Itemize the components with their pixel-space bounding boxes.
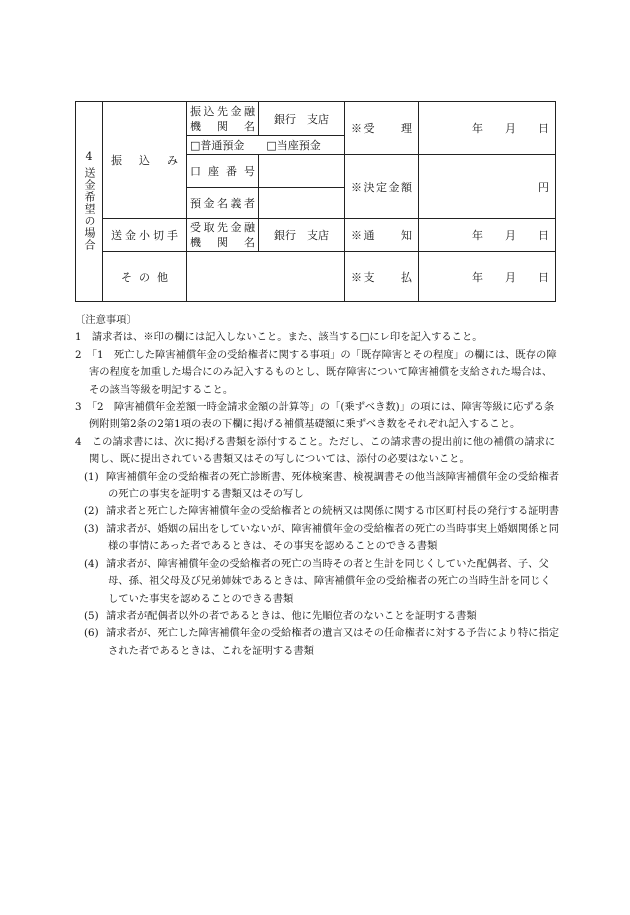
note-number: 1 [75, 331, 82, 344]
uketsuke-date-field[interactable]: 年 月 日 [419, 102, 556, 155]
remittance-table [75, 101, 556, 302]
subitem-text: 請求者が、死亡した障害補償年金の受給権者の遺言又はその任命権者に対する予告により特に指定された者であるときは、これを証明する書類 [106, 627, 560, 657]
subitem-text: 請求者が、婚姻の届出をしていないが、障害補償年金の受給権者の死亡の当時事実上婚姻関係と同様の事情にあった者であるときは、その事実を認めることのできる書類 [106, 522, 560, 553]
section-number: 4 [85, 149, 93, 163]
subitem-text: 請求者と死亡した障害補償年金の受給権者との続柄又は関係に関する市区町村長の発行する証明書 [106, 505, 560, 518]
section-label-cell [76, 102, 103, 302]
note-number: 2 [75, 348, 82, 361]
note-number: 4 [75, 435, 82, 448]
receive-bank-label-line2: 機関名 [190, 236, 255, 249]
note-text: 「2 障害補償年金差額一時金請求金額の計算等」の「(乗ずべき数)」の項には、障害等級に応ずる条例附則第2条の2第1項の表の下欄に掲げる補償基礎額に乗ずべき数をそれぞれ記入すること。 [89, 401, 555, 431]
note-subitem [75, 625, 560, 660]
account-number-field[interactable] [259, 155, 345, 188]
note-number: 3 [75, 401, 82, 414]
note-item [75, 434, 560, 469]
receive-bank-value-field[interactable]: 銀行 支店 [259, 219, 345, 252]
subitem-text: 請求者が、障害補償年金の受給権者の死亡の当時その者と生計を同じくしていた配偶者、子、父母、孫、祖父母及び兄弟姉妹であるときは、障害補償年金の受給権者の死亡の当時生計を同じくしていた事実を認めることのできる書類 [106, 557, 551, 605]
kettei-label: ※決定金額 [345, 155, 419, 219]
note-subitem [75, 556, 560, 608]
bank-label-cell [187, 102, 259, 136]
account-holder-field[interactable] [259, 188, 345, 219]
note-text: 「1 死亡した障害補償年金の受給権者に関する事項」の「既存障害とその程度」の欄には、既存の障害の程度を加重した場合にのみ記入するものとし、既存障害について障害補償を支給された場合は、その該当等級を明記すること。 [89, 348, 557, 396]
subitem-number: (5) [84, 609, 99, 622]
note-text: この請求書には、次に掲げる書類を添付すること。ただし、この請求書の提出前に他の補償の請求に関し、既に提出されている書類又はその写しについては、添付の必要はないこと。 [89, 435, 556, 466]
sokin-kogitte-label: 送金小切手 [103, 219, 187, 252]
account-type-checkboxes[interactable]: □普通預金 □当座預金 [187, 136, 345, 155]
subitem-number: (2) [84, 505, 99, 518]
kettei-amount-field[interactable] [419, 155, 556, 219]
receive-bank-label-cell [187, 219, 259, 252]
note-item [75, 329, 560, 346]
subitem-number: (1) [84, 470, 99, 483]
note-item [75, 347, 560, 399]
account-number-label: 口座番号 [187, 155, 259, 188]
note-item [75, 399, 560, 434]
yen-unit: 円 [538, 180, 549, 194]
tsuchi-label: ※通 知 [345, 219, 419, 252]
tsuchi-date-field[interactable]: 年 月 日 [419, 219, 556, 252]
bank-label-line1: 振込先金融 [190, 104, 255, 118]
shiharai-date-field[interactable]: 年 月 日 [419, 252, 556, 302]
account-holder-label: 預金名義者 [187, 188, 259, 219]
furikomi-label: 振込み [103, 102, 187, 219]
subitem-number: (3) [84, 522, 99, 535]
bank-value-field[interactable]: 銀行 支店 [259, 102, 345, 136]
shiharai-label: ※支 払 [345, 252, 419, 302]
note-subitem [75, 521, 560, 556]
note-text: 請求者は、※印の欄には記入しないこと。また、該当する□にレ印を記入すること。 [91, 331, 483, 344]
notes-section [75, 312, 560, 660]
subitem-number: (4) [84, 557, 99, 570]
subitem-text: 障害補償年金の受給権者の死亡診断書、死体検案書、検視調書その他当該障害補償年金の受給権者の死亡の事実を証明する書類又はその写し [106, 470, 560, 501]
subitem-number: (6) [84, 627, 99, 640]
note-subitem [75, 608, 560, 625]
uketsuke-label: ※受 理 [345, 102, 419, 155]
note-subitem [75, 503, 560, 520]
notes-header: 〔注意事項〕 [75, 314, 137, 326]
section-title: 送金希望の場合 [83, 166, 96, 251]
sonota-field[interactable] [187, 252, 345, 302]
bank-label-line2: 機関名 [190, 119, 255, 133]
receive-bank-label-line1: 受取先金融 [190, 221, 255, 234]
subitem-text: 請求者が配偶者以外の者であるときは、他に先順位者のないことを証明する書類 [106, 609, 477, 622]
sonota-label: その他 [103, 252, 187, 302]
note-subitem [75, 469, 560, 504]
